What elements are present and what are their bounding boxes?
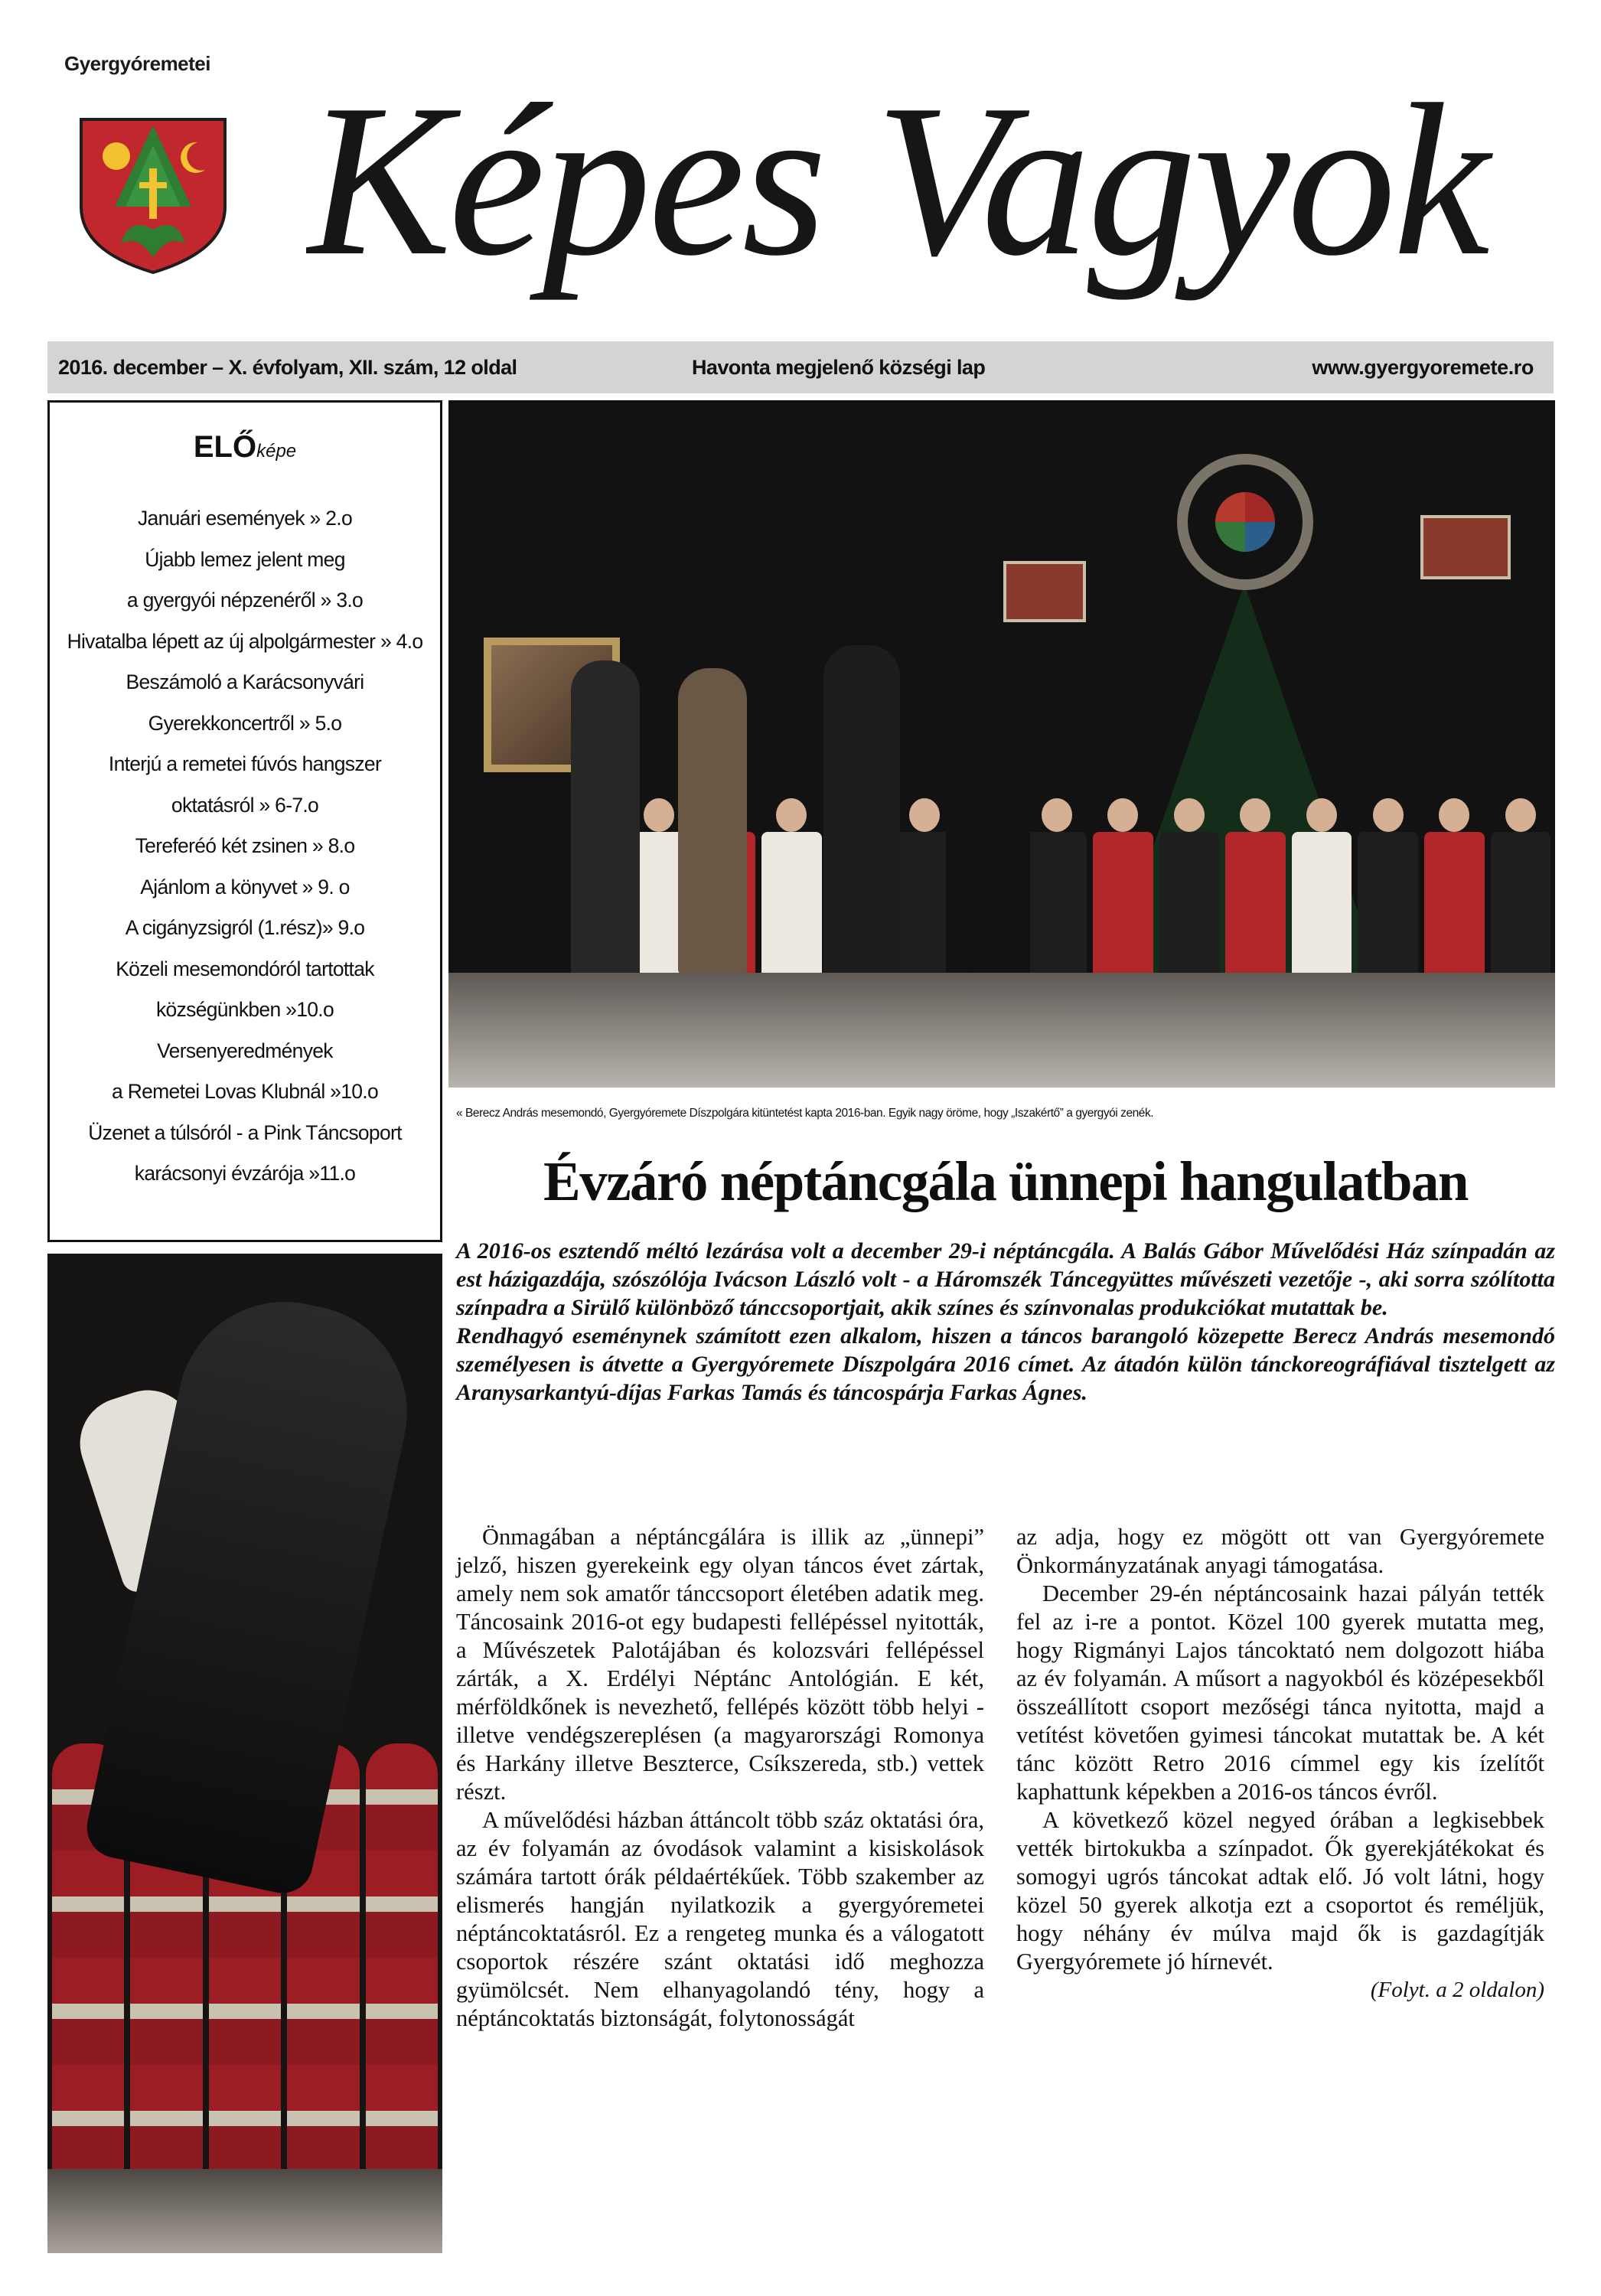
wreath-decoration [1177, 454, 1313, 590]
website-link[interactable]: www.gyergyoremete.ro [1312, 356, 1534, 379]
article-headline: Évzáró néptáncgála ünnepi hangulatban [543, 1150, 1469, 1212]
embroidered-banner [1420, 515, 1511, 579]
toc-title-small: képe [256, 441, 297, 461]
article-paragraph: Önmagában a néptáncgálára is illik az „ünnepi” jelző, hiszen gyerekeink egy olyan táncos évet zártak, amely nem sok amatőr tánccsoport életében adatik meg. Táncosaink 2016-ot egy budapesti fellépéssel nyitották, a Művészetek Palotájában és kolozsvári fellépéssel zárták, a X. Erdélyi Néptánc Antológián. E két, mérföldkőnek is nevezhető, fellépés között több helyi - illetve vendégszereplésen (a magyarországi Romonya és Harkány illetve Beszterce, Csíkszereda, stb.) vettek részt. [456, 1524, 984, 1805]
toc-item: Hivatalba lépett az új alpolgármester » 4.o [67, 629, 423, 653]
article-paragraph: December 29-én néptáncosaink hazai pályán tették fel az i-re a pontot. Közel 100 gyerek mutatta meg, hogy Rigmányi Lajos táncoktató nem dolgozott hiába az év folyamán. A műsort a nagyokból és középesekből összeállított csoport mezőségi tánca nyitotta, majd a vetítést követően gyimesi táncokat mutattak be. A két tánc között Retro 2016 címmel egy kis ízelítőt kaphattunk képekben a 2016-os táncos évről. [1016, 1580, 1544, 1805]
article-column-right [1016, 1523, 1544, 2004]
toc-item: a gyergyói népzenéről » 3.o [126, 589, 364, 612]
toc-item: Versenyeredmények [157, 1039, 333, 1062]
toc-item: Üzenet a túlsóról - a Pink Táncsoport [88, 1120, 402, 1144]
toc-item: Ajánlom a könyvet » 9. o [140, 875, 350, 899]
toc-item: karácsonyi évzárója »11.o [134, 1162, 356, 1185]
toc-title [62, 430, 428, 465]
toc-item: Interjú a remetei fúvós hangszer [108, 752, 382, 775]
embroidered-banner [1003, 561, 1086, 622]
village-name: Gyergyóremetei [64, 52, 210, 75]
man-figure [571, 660, 640, 982]
toc-item: Januári események » 2.o [138, 507, 352, 530]
host-figure [946, 630, 1030, 990]
lead-paragraph: Rendhagyó eseménynek számított ezen alkalom, hiszen a táncos barangoló közepette Berecz András mesemondó személyesen is átvette a Gyergyóremete Díszpolgára 2016 címet. Az átadón külön tánckoreográfiával tisztelgett az Aranysarkantyú-díjas Farkas Tamás és táncospárja Farkas Ágnes. [456, 1323, 1555, 1405]
folk-dancers-group [624, 798, 1555, 974]
toc-item: A cigányzsigról (1.rész)» 9.o [125, 916, 365, 939]
toc-item: Közeli mesemondóról tartottak [116, 957, 374, 980]
toc-item: Újabb lemez jelent meg [145, 547, 345, 571]
toc-item: a Remetei Lovas Klubnál »10.o [112, 1080, 378, 1103]
toc-item: Gyerekkoncertről » 5.o [148, 711, 342, 735]
issue-details: 2016. december – X. évfolyam, XII. szám, 12 oldal [58, 356, 517, 379]
gala-stage-photo [448, 400, 1555, 1088]
table-of-contents [47, 400, 442, 1242]
publication-type: Havonta megjelenő községi lap [692, 356, 986, 379]
issue-info-bar [47, 341, 1554, 393]
photo-caption: « Berecz András mesemondó, Gyergyóremete Díszpolgára kitüntetést kapta 2016-ban. Egyik nagy öröme, hogy „Iszakértő” a gyergyói zenék. [456, 1107, 1154, 1120]
toc-item: oktatásról » 6-7.o [171, 793, 319, 817]
toc-title-main: ELŐ [193, 430, 257, 464]
storyteller-figure [823, 645, 900, 982]
continued-note: (Folyt. a 2 oldalon) [1370, 1978, 1544, 2002]
toc-item: községünkben »10.o [156, 998, 334, 1021]
article-paragraph: A következő közel negyed órában a legkisebbek vették birtokukba a színpadot. Ők gyerekjátékokat és somogyi ugrós táncokat adtak elő. Jó volt látni, hogy közel 50 gyerek alkotja ezt a csoportot és reméljük, hogy néhány év múlva majd ők is gazdagítják Gyergyóremete jó hírnevét. [1016, 1807, 1544, 1975]
article-paragraph: az adja, hogy ez mögött ott van Gyergyóremete Önkormányzatának anyagi támogatása. [1016, 1524, 1544, 1578]
toc-item: Tereferéó két zsinen » 8.o [135, 834, 355, 857]
dance-leap-photo [47, 1254, 442, 2253]
lead-paragraph: A 2016-os esztendő méltó lezárása volt a december 29-i néptáncgála. A Balás Gábor Művelődési Ház színpadán az est házigazdája, szószólója Ivácson László volt - a Háromszék Táncegyüttes művészeti vezetője -, aki sorra szólította színpadra a Sirülő különböző tánccsoportjait, akik színes és színvonalas produkciókat mutattak be. [456, 1238, 1555, 1320]
article-column-left [456, 1523, 984, 2033]
woman-figure [678, 668, 747, 974]
article-paragraph: A művelődési házban áttáncolt több száz oktatási óra, az év folyamán az óvodások valamint a kisiskolások számára tartott órák példaértékűek. Több szakember az elismerés hangján nyilatkozik a gyergyóremetei néptáncoktatásról. Ez a rengeteg munka és a válogatott csoportok részére szánt oktatási idő meghozza gyümölcsét. Nem elhanyagolandó tény, hogy a néptáncoktatás biztonságát, folytonosságát [456, 1807, 984, 2031]
toc-list [62, 498, 428, 1195]
toc-item: Beszámoló a Karácsonyvári [126, 670, 364, 693]
coat-of-arms-icon [77, 115, 230, 276]
masthead-title: Képes Vagyok [306, 59, 1487, 301]
article-lead [456, 1237, 1555, 1407]
